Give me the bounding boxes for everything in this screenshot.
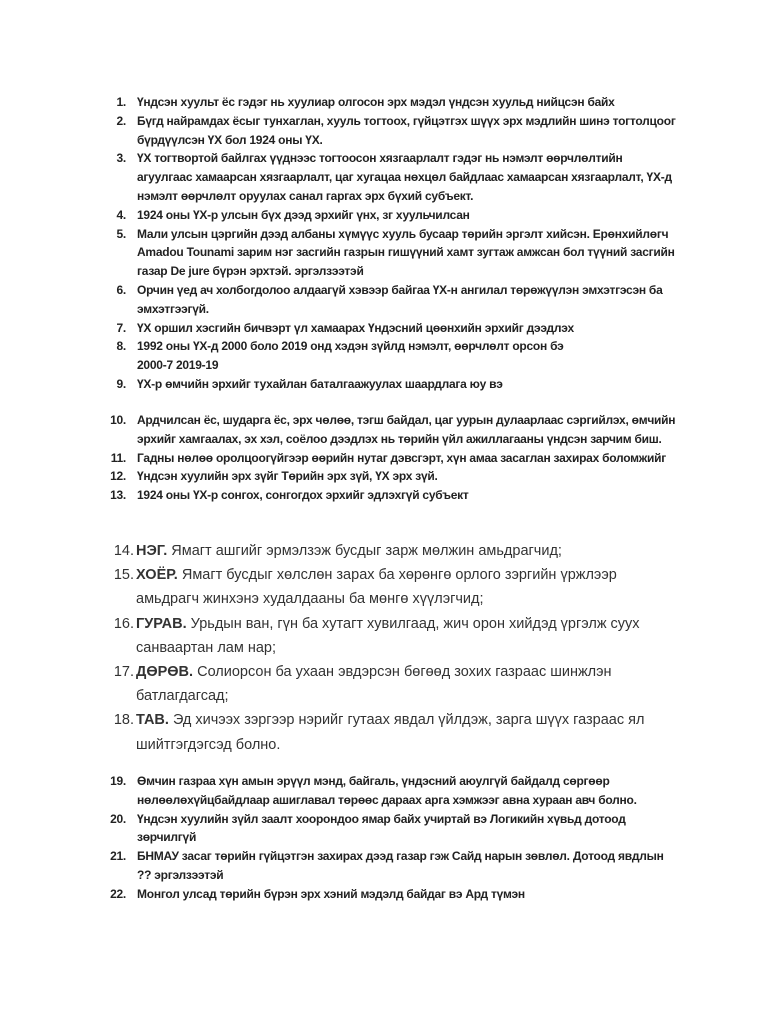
item-text <box>137 411 677 449</box>
item-number: 5. <box>116 226 126 241</box>
item-text <box>137 375 677 394</box>
item-body: 1992 оны ҮХ-д 2000 боло 2019 онд хэдэн зүйлд нэмэлт, өөрчлөлт орсон бэ <box>137 339 564 354</box>
item-label: НЭГ. <box>136 543 168 559</box>
list-item <box>0 225 768 281</box>
question-list-4 <box>0 772 768 904</box>
item-text <box>137 449 677 468</box>
list-item <box>0 660 768 708</box>
item-text <box>136 708 666 756</box>
list-item <box>0 539 768 563</box>
item-body: Өмчин газраа хүн амын эрүүл мэнд, байгаль, үндэсний аюулгүй байдалд сөргөөр нөлөөлөхүйцбайдлаар ашиглавал төрөөс дараах арга хэмжээг авна хураан авч болно. <box>137 774 637 807</box>
item-text <box>137 847 677 885</box>
list-item <box>0 375 768 394</box>
item-text <box>137 112 677 150</box>
item-body: Бүгд найрамдах ёсыг тунхаглан, хууль тогтоох, гүйцэтгэх шүүх эрх мэдлийн шинэ тогтолцоог бүрдүүлсэн ҮХ бол 1924 оны ҮХ. <box>137 113 676 147</box>
item-body: Урьдын ван, гүн ба хутагт хувилгаад, жич орон хийдэд үргэлж суух санваартан лам нар; <box>136 615 640 656</box>
list-item <box>0 612 768 660</box>
item-body: Ардчилсан ёс, шударга ёс, эрх чөлөө, тэгш байдал, цаг уурын дулаарлаас сэргийлэх, өмчийн эрхийг хамгаалах, эх хэл, соёлоо дээдлэх нь төрийн үйл ажиллагааны үндсэн зарчим биш. <box>137 413 676 446</box>
item-text <box>137 206 677 225</box>
item-number: 8. <box>116 339 126 354</box>
item-body: 1924 оны ҮХ-р сонгох, сонгогдох эрхийг эдлэхгүй субъект <box>137 488 469 503</box>
item-text <box>136 612 666 660</box>
list-item <box>0 847 768 885</box>
list-item <box>0 337 768 375</box>
item-number: 1. <box>116 95 126 109</box>
item-text <box>137 486 677 505</box>
item-label: ДӨРӨВ. <box>136 664 194 681</box>
item-text <box>137 281 677 319</box>
item-text <box>137 225 677 281</box>
item-number: 2. <box>116 113 126 128</box>
item-text <box>136 660 666 708</box>
item-body: Ямагт ашгийг эрмэлзэж бусдыг зарж мөлжин амьдрагчид; <box>167 543 562 559</box>
item-body: Гадны нөлөө оролцоогүйгээр өөрийн нутаг дэвсгэрт, хүн амаа засаглан захирах боломжийг <box>137 450 667 465</box>
item-number: 15. <box>113 567 134 584</box>
item-number: 21. <box>110 849 126 864</box>
list-item <box>0 467 768 486</box>
item-body: Үндсэн хуульт ёс гэдэг нь хуулиар олгосон эрх мэдэл үндсэн хуульд нийцсэн байх <box>137 95 615 109</box>
item-label: ТАВ. <box>136 712 169 729</box>
item-body: Үндсэн хуулийн эрх зүйг Төрийн эрх зүй, ҮХ эрх зүй. <box>137 469 438 484</box>
item-text <box>137 810 677 848</box>
list-item <box>0 885 768 904</box>
item-number: 20. <box>110 811 126 826</box>
item-body: Солиорсон ба ухаан эвдэрсэн бөгөөд зохих газраас шинжлэн батлагдагсад; <box>136 664 612 705</box>
item-text <box>137 93 677 112</box>
list-item <box>0 563 768 611</box>
item-body: Мали улсын цэргийн дээд албаны хүмүүс хууль бусаар төрийн эргэлт хийсэн. Ерөнхийлөгч Amadou Tounami зарим нэг засгийн газрын гишүүний хамт зугтаж амжсан бол түүний засгийн газар De jure бүрэн эрхтэй. эргэлзээтэй <box>137 226 675 279</box>
list-item <box>0 810 768 848</box>
item-answer: 2000-7 2019-19 <box>137 358 219 373</box>
list-item <box>0 112 768 150</box>
item-body: Монгол улсад төрийн бүрэн эрх хэний мэдэлд байдаг вэ Ард түмэн <box>137 886 525 901</box>
item-body: 1924 оны ҮХ-р улсын бүх дээд эрхийг үнх, зг хуульчилсан <box>137 207 470 222</box>
item-number: 3. <box>116 151 126 166</box>
item-text <box>137 319 677 338</box>
list-item <box>0 411 768 449</box>
list-item <box>0 206 768 225</box>
item-number: 10. <box>110 413 126 427</box>
list-item <box>0 486 768 505</box>
item-text <box>136 563 666 611</box>
item-number: 22. <box>110 886 126 901</box>
item-number: 13. <box>110 488 126 503</box>
item-text <box>136 539 666 563</box>
item-label: ГУРАВ. <box>136 615 187 632</box>
item-label: ХОЁР. <box>136 567 178 584</box>
item-body: Үндсэн хуулийн зүйл заалт хоорондоо ямар байх учиртай вэ Логикийн хүвьд дотоод зөрчилгүй <box>137 811 626 845</box>
item-text <box>137 772 677 810</box>
item-text <box>137 885 677 904</box>
item-body: БНМАУ засаг төрийн гүйцэтгэн захирах дээд газар гэж Сайд нарын зөвлөл. Дотоод явдлын ?? эргэлзээтэй <box>137 849 664 882</box>
item-number: 6. <box>116 282 126 297</box>
item-body: ҮХ оршил хэсгийн бичвэрт үл хамаарах Үндэсний цөөнхийн эрхийг дээдлэх <box>137 320 574 335</box>
list-item <box>0 149 768 205</box>
question-list-2 <box>0 411 768 505</box>
list-item <box>0 449 768 468</box>
item-body: ҮХ тогтвортой байлгах үүднээс тогтоосон хязгаарлалт гэдэг нь нэмэлт өөрчлөлтийн агуулгаас хамаарсан хязгаарлалт, цаг хугацаа нөхцөл байдлаас хамаарсан хязгаарлалт, ҮХ-д нэмэлт өөрчлөлт оруулах санал гаргах эрх бүхий субъект. <box>137 151 672 203</box>
item-number: 17. <box>113 664 134 681</box>
item-body: Ямагт бусдыг хөлслөн зарах ба хөрөнгө орлого зэргийн үржлээр амьдрагч жинхэнэ худалдааны ба мөнгө хүүлэгчид; <box>136 567 617 608</box>
item-body: Орчин үед ач холбогдолоо алдаагүй хэвээр байгаа ҮХ-н ангилал төрөжүүлэн эмхэтгэсэн ба эмхэтгээгүй. <box>137 282 663 316</box>
list-item <box>0 281 768 319</box>
item-number: 16. <box>113 615 134 632</box>
item-number: 11. <box>110 450 126 465</box>
item-number: 14. <box>113 543 134 559</box>
item-number: 4. <box>116 207 126 222</box>
list-item <box>0 93 768 112</box>
item-number: 19. <box>110 774 126 788</box>
question-list-1 <box>0 93 768 394</box>
item-body: ҮХ-р өмчийн эрхийг тухайлан баталгаажуулах шаардлага юу вэ <box>137 376 503 391</box>
item-number: 9. <box>116 376 126 391</box>
item-text <box>137 467 677 486</box>
item-number: 18. <box>113 712 134 729</box>
excluded-subjects-list <box>0 539 768 757</box>
item-text <box>137 337 677 375</box>
list-item <box>0 319 768 338</box>
item-number: 12. <box>110 469 126 484</box>
item-number: 7. <box>116 320 126 335</box>
item-body: Эд хичээх зэргээр нэрийг гутаах явдал үйлдэж, зарга шүүх газраас ял шийтгэгдэгсэд болно. <box>136 712 645 753</box>
item-text <box>137 149 677 205</box>
list-item <box>0 772 768 810</box>
list-item <box>0 708 768 756</box>
